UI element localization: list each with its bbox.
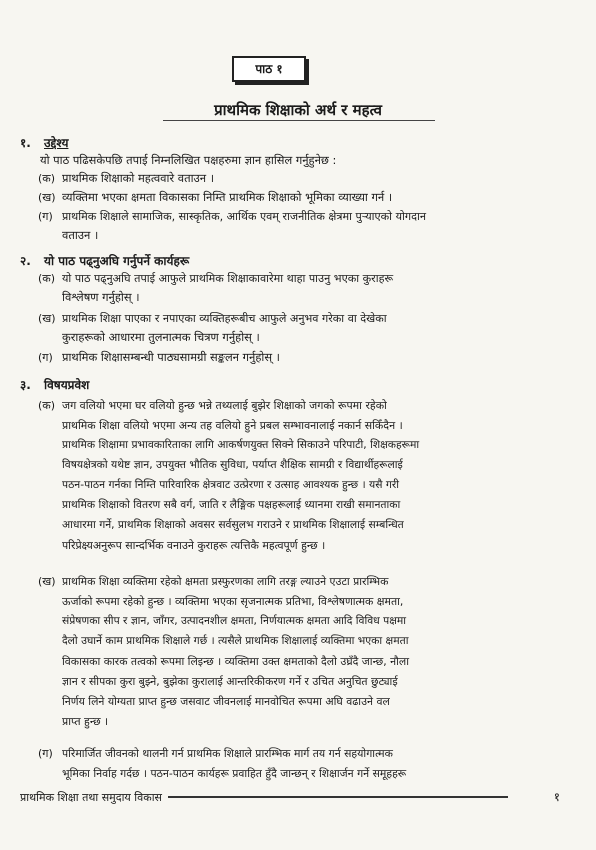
item-marker: (ख) bbox=[38, 575, 56, 588]
paragraph-line: दैलो उघार्ने काम प्राथमिक शिक्षाले गर्छ । त्यसैले प्राथमिक शिक्षालाई व्यक्तिमा भएका क्षमता bbox=[62, 634, 409, 647]
item-marker: (ख) bbox=[38, 312, 56, 325]
lesson-number-box: पाठ १ bbox=[232, 56, 306, 82]
paragraph-line: प्राथमिक शिक्षा वलियो भएमा अन्य तह वलियो हुने प्रबल सम्भावनालाई नकार्न सकिँदैन । bbox=[62, 419, 403, 432]
paragraph-line: निर्णय लिने योग्यता प्राप्त हुन्छ जसवाट जीवनलाई मानवोचित रूपमा अघि वढाउने वल bbox=[62, 695, 390, 708]
paragraph-line: परिमार्जित जीवनको थालनी गर्न प्राथमिक शिक्षाले प्रारम्भिक मार्ग तय गर्न सहयोगात्मक bbox=[62, 747, 393, 760]
paragraph-line: विकासका कारक तत्वको रूपमा लिइन्छ । व्यक्तिमा उक्त क्षमताको दैलो उघ्रँदै जान्छ, नौला bbox=[62, 655, 410, 668]
task-line: प्राथमिक शिक्षा पाएका र नपाएका व्यक्तिहरूबीच आफुले अनुभव गरेका वा देखेका bbox=[62, 312, 387, 325]
objective-line: व्यक्तिमा भएका क्षमता विकासका निम्ति प्राथमिक शिक्षाको भूमिका व्याख्या गर्न । bbox=[62, 190, 393, 204]
paragraph-line: संप्रेषणका सीप र ज्ञान, जाँगर, उत्पादनशील क्षमता, निर्णयात्मक क्षमता आदि विविध पक्षमा bbox=[62, 614, 407, 627]
page-title: प्राथमिक शिक्षाको अर्थ र महत्व bbox=[214, 101, 382, 119]
footer-rule bbox=[168, 796, 508, 798]
task-line: यो पाठ पढ्नुअघि तपाई आफुले प्राथमिक शिक्षाकावारेमा थाहा पाउनु भएका कुराहरू bbox=[62, 272, 394, 285]
item-marker: (क) bbox=[38, 172, 56, 185]
paragraph-line: आधारमा गर्ने, प्राथमिक शिक्षाको अवसर सर्वसुलभ गराउने र प्राथमिक शिक्षालाई सम्बन्धित bbox=[62, 518, 404, 531]
item-marker: (क) bbox=[38, 399, 56, 412]
task-line: विश्लेषण गर्नुहोस् । bbox=[62, 290, 140, 304]
item-marker: (ग) bbox=[38, 747, 53, 760]
paragraph-line: विषयक्षेत्रको यथेष्ट ज्ञान, उपयुक्त भौतिक सुविधा, पर्याप्त शैक्षिक सामग्री र विद्यार्थीहरूलाई bbox=[62, 458, 403, 471]
section-heading-introduction: ३. विषयप्रवेश bbox=[20, 378, 90, 392]
paragraph-line: ऊर्जाको रूपमा रहेको हुन्छ । व्यक्तिमा भएका सृजनात्मक प्रतिभा, विश्लेषणात्मक क्षमता, bbox=[62, 595, 404, 608]
item-marker: (ग) bbox=[38, 210, 53, 223]
section-heading-objectives: १. उद्देश्य bbox=[20, 136, 69, 150]
paragraph-line: प्राथमिक शिक्षामा प्रभावकारिताका लागि आकर्षणयुक्त सिक्ने सिकाउने परिपाटी, शिक्षकहरूमा bbox=[62, 438, 420, 451]
item-marker: (ख) bbox=[38, 191, 56, 204]
footer-book-title: प्राथमिक शिक्षा तथा समुदाय विकास bbox=[20, 791, 162, 804]
task-line: प्राथमिक शिक्षासम्बन्धी पाठ्यसामग्री सङ्कलन गर्नुहोस् । bbox=[62, 350, 280, 364]
item-marker: (क) bbox=[38, 272, 56, 285]
paragraph-line: प्राथमिक शिक्षा व्यक्तिमा रहेको क्षमता प्रस्फुरणका लागि तरङ्ग ल्याउने एउटा प्रारम्भिक bbox=[62, 575, 389, 588]
item-marker: (ग) bbox=[38, 351, 53, 364]
paragraph-line: भूमिका निर्वाह गर्दछ । पठन-पाठन कार्यहरू प्रवाहित हुँदै जान्छन् र शिक्षार्जन गर्ने समूहहरू bbox=[62, 767, 407, 780]
objective-line: वताउन । bbox=[62, 228, 99, 242]
paragraph-line: प्राथमिक शिक्षाको वितरण सबै वर्ग, जाति र लैङ्गिक पक्षहरूलाई ध्यानमा राखी समानताका bbox=[62, 498, 401, 511]
section-heading-pre-tasks: २. यो पाठ पढ्नुअघि गर्नुपर्ने कार्यहरू bbox=[20, 254, 190, 268]
paragraph-line: जग वलियो भएमा घर वलियो हुन्छ भन्ने तथ्यलाई बुझेर शिक्षाको जगको रूपमा रहेको bbox=[62, 399, 387, 412]
objectives-intro: यो पाठ पढिसकेपछि तपाई निम्नलिखित पक्षहरुमा ज्ञान हासिल गर्नुहुनेछ : bbox=[40, 153, 337, 167]
paragraph-line: परिप्रेक्ष्यअनुरूप सान्दर्भिक वनाउने कुराहरू त्यत्तिकै महत्वपूर्ण हुन्छ । bbox=[62, 539, 326, 552]
paragraph-line: ज्ञान र सीपका कुरा बुझ्ने, बुझेका कुरालाई आन्तरिकीकरण गर्ने र उचित अनुचित छुट्याई bbox=[62, 675, 398, 688]
paragraph-line: पठन-पाठन गर्नका निम्ति पारिवारिक क्षेत्रवाट उत्प्रेरणा र उत्साह आवश्यक हुन्छ । यसै गरी bbox=[62, 478, 399, 491]
objective-line: प्राथमिक शिक्षाले सामाजिक, सास्कृतिक, आर्थिक एवम् राजनीतिक क्षेत्रमा पुऱ्याएको योगदान bbox=[62, 210, 427, 223]
task-line: कुराहरूको आधारमा तुलनात्मक चित्रण गर्नुहोस् । bbox=[62, 330, 260, 344]
title-underline bbox=[163, 120, 435, 121]
paragraph-line: प्राप्त हुन्छ । bbox=[62, 715, 109, 728]
objective-line: प्राथमिक शिक्षाको महत्ववारे वताउन । bbox=[62, 171, 215, 185]
page-number: १ bbox=[553, 790, 560, 804]
